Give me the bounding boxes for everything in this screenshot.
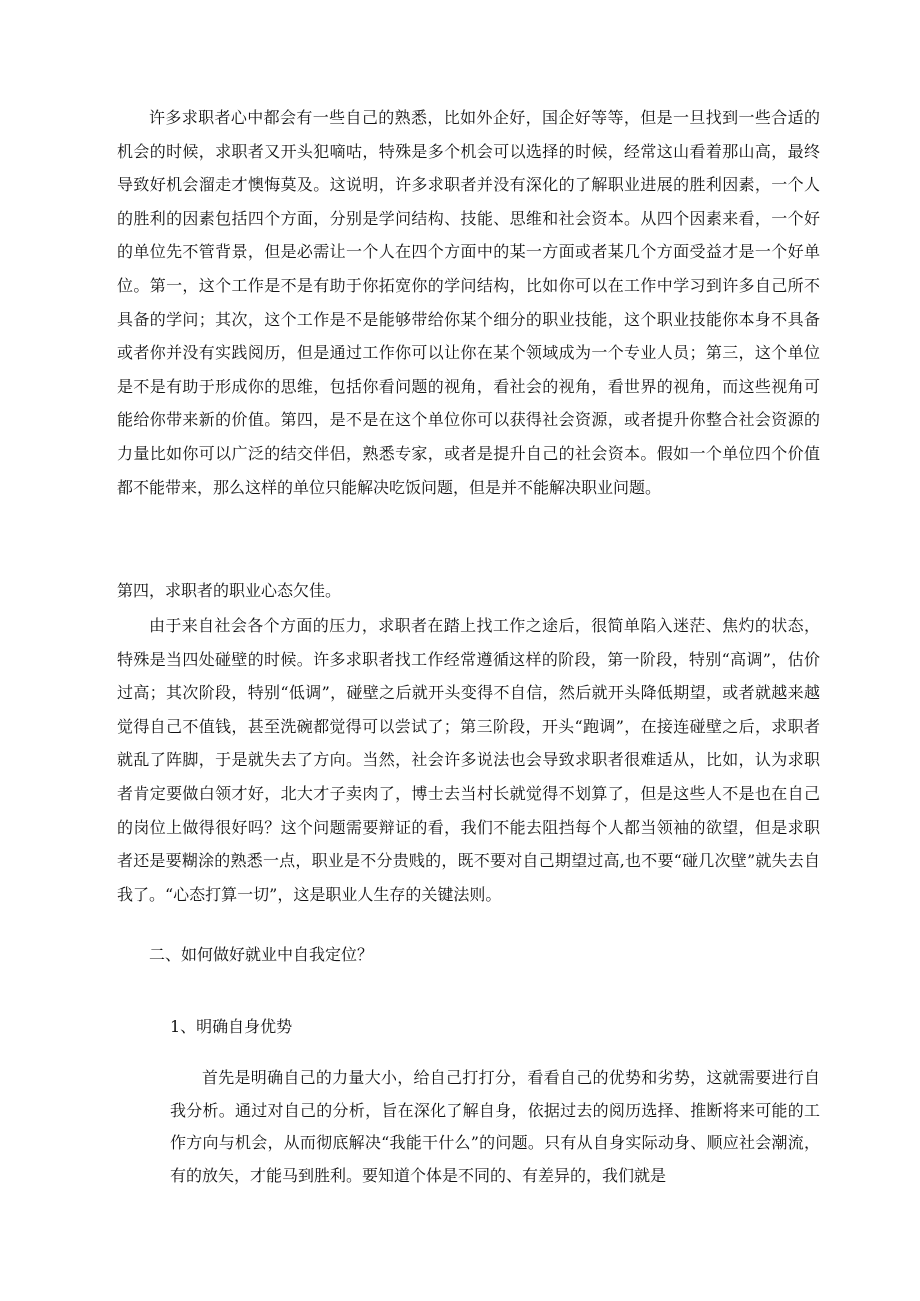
point-heading-mindset: 第四，求职者的职业心态欠佳。 (117, 581, 342, 600)
paragraph-self-analysis: 首先是明确自己的力量大小，给自己打打分，看看自己的优势和劣势，这就需要进行自我分析。通过对自己的分析，旨在深化了解自身，依据过去的阅历选择、推断将来可能的工作方向与机会，从而彻底解决“我能干什么”的问题。只有从自身实际动身、顺应社会潮流，有的放矢，才能马到胜利。要知道个体是不同的、有差异的，我们就是 (170, 1068, 820, 1185)
section-heading-self-positioning: 二、如何做好就业中自我定位？ (149, 945, 374, 964)
paragraph-job-seeker-factors: 许多求职者心中都会有一些自己的熟悉，比如外企好，国企好等等，但是一旦找到一些合适的机会的时候，求职者又开头犯嘀咕，特殊是多个机会可以选择的时候，经常这山看着那山高，最终导致好机会溜走才懊悔莫及。这说明，许多求职者并没有深化的了解职业进展的胜利因素，一个人的胜利的因素包括四个方面，分别是学问结构、技能、思维和社会资本。从四个因素来看，一个好的单位先不管背景，但是必需让一个人在四个方面中的某一方面或者某几个方面受益才是一个好单位。第一，这个工作是不是有助于你拓宽你的学问结构，比如你可以在工作中学习到许多自己所不具备的学问；其次，这个工作是不是能够带给你某个细分的职业技能，这个职业技能你本身不具备或者你并没有实践阅历，但是通过工作你可以让你在某个领域成为一个专业人员；第三，这个单位是不是有助于形成你的思维，包括你看问题的视角，看社会的视角，看世界的视角，而这些视角可能给你带来新的价值。第四，是不是在这个单位你可以获得社会资源，或者提升你整合社会资源的力量比如你可以广泛的结交伴侣，熟悉专家，或者是提升自己的社会资本。假如一个单位四个价值都不能带来，那么这样的单位只能解决吃饭问题，但是并不能解决职业问题。 (117, 108, 820, 497)
paragraph-mindset: 由于来自社会各个方面的压力，求职者在踏上找工作之途后，很简单陷入迷茫、焦灼的状态，特殊是当四处碰壁的时候。许多求职者找工作经常遵循这样的阶段，第一阶段，特别“高调”，估价过高；其次阶段，特别“低调”，碰壁之后就开头变得不自信，然后就开头降低期望，或者就越来越觉得自己不值钱，甚至洗碗都觉得可以尝试了；第三阶段，开头“跑调”，在接连碰壁之后，求职者就乱了阵脚，于是就失去了方向。当然，社会许多说法也会导致求职者很难适从，比如，认为求职者肯定要做白领才好，北大才子卖肉了，博士去当村长就觉得不划算了，但是这些人不是也在自己的岗位上做得很好吗？这个问题需要辩证的看，我们不能去阻挡每个人都当领袖的欲望，但是求职者还是要糊涂的熟悉一点，职业是不分贵贱的，既不要对自己期望过高,也不要“碰几次壁”就失去自我了。“心态打算一切”，这是职业人生存的关键法则。 (117, 616, 820, 904)
subsection-heading-strengths: 1、明确自身优势 (170, 1017, 293, 1036)
